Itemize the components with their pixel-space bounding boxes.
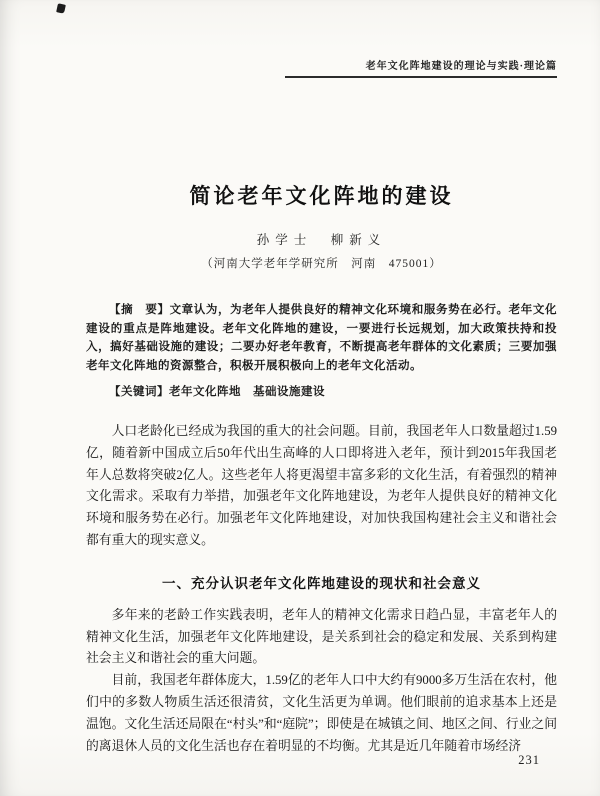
article-body	[86, 0, 557, 757]
keywords-text: 老年文化阵地 基础设施建设	[169, 386, 325, 398]
abstract	[86, 301, 557, 375]
running-head: 老年文化阵地建设的理论与实践·理论篇	[365, 61, 557, 72]
authors: 孙学士 柳新义	[256, 233, 387, 247]
section-heading: 一、充分认识老年文化阵地建设的现状和社会意义	[162, 575, 481, 591]
intro-paragraph: 人口老龄化已经成为我国的重大的社会问题。目前，我国老年人口数量超过1.59亿，随着新中国成立后50年代出生高峰的人口即将进入老年，预计到2015年我国老年人总数将突破2亿人。这些老年人将更渴望丰富多彩的文化生活，有着强烈的精神文化需求。采取有力举措，加强老年文化阵地建设，为老年人提供良好的精神文化环境和服务势在必行。加强老年文化阵地建设，对加快我国构建社会主义和谐社会都有重大的现实意义。	[86, 424, 557, 547]
section-paragraph-2: 目前，我国老年群体庞大，1.59亿的老年人口中大约有9000多万生活在农村，他们中的多数人物质生活还很清贫，文化生活更为单调。他们眼前的追求基本上还是温饱。文化生活还局限在“村头”和“庭院”；即使是在城镇之间、地区之间、行业之间的离退休人员的文化生活也存在着明显的不均衡。尤其是近几年随着市场经济	[86, 673, 557, 753]
abstract-text: 文章认为，为老年人提供良好的精神文化环境和服务势在必行。老年文化建设的重点是阵地建设。老年文化阵地的建设，一要进行长远规划，加大政策扶持和投入，搞好基础设施的建设；二要办好老年教育，不断提高老年群体的文化素质；三要加强老年文化阵地的资源整合，积极开展积极向上的老年文化活动。	[86, 304, 558, 372]
article-title: 简论老年文化阵地的建设	[189, 184, 454, 208]
affiliation: （河南大学老年学研究所 河南 475001）	[201, 258, 442, 270]
section-paragraph-1: 多年来的老龄工作实践表明，老年人的精神文化需求日趋凸显，丰富老年人的精神文化生活，加强老年文化阵地建设，是关系到社会的稳定和发展、关系到构建社会主义和谐社会的重大问题。	[86, 607, 557, 666]
scan-artifact	[56, 3, 66, 13]
page-number: 231	[518, 753, 540, 767]
keywords	[86, 383, 557, 399]
keywords-label: 【关键词】	[109, 386, 169, 398]
abstract-label: 【摘 要】	[109, 304, 170, 316]
